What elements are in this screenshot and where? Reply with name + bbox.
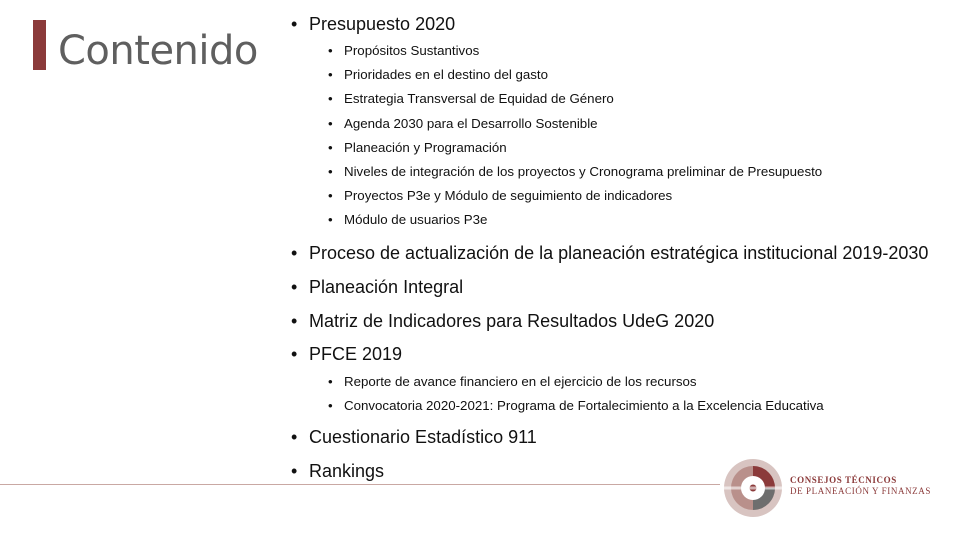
outline-item: [291, 310, 714, 332]
outline-subitem: [328, 43, 479, 59]
outline-subitem-text: Planeación y Programación: [344, 140, 507, 155]
outline-item: [291, 276, 463, 298]
outline-item-text: Planeación Integral: [309, 277, 464, 297]
bullet-icon: •: [291, 461, 298, 481]
outline-subitem: [328, 374, 697, 390]
outline-subitem-text: Proyectos P3e y Módulo de seguimiento de indicadores: [344, 188, 673, 203]
footer-divider: [0, 484, 720, 485]
bullet-icon: •: [328, 91, 333, 106]
logo-line-1: CONSEJOS TÉCNICOS: [790, 475, 897, 485]
bullet-icon: •: [291, 277, 298, 297]
outline-subitem: [328, 67, 548, 83]
outline-subitem-text: Módulo de usuarios P3e: [344, 212, 488, 227]
outline-subitem-text: Agenda 2030 para el Desarrollo Sostenible: [344, 116, 598, 131]
outline-subitem: [328, 188, 672, 204]
outline-item-text: PFCE 2019: [309, 344, 403, 364]
outline-subitem: [328, 398, 824, 414]
outline-item: [291, 242, 928, 264]
bullet-icon: •: [291, 14, 298, 34]
outline-item-text: Rankings: [309, 461, 385, 481]
outline-item-text: Presupuesto 2020: [309, 14, 456, 34]
outline-item: [291, 343, 402, 365]
outline-subitem-text: Prioridades en el destino del gasto: [344, 67, 549, 82]
outline-subitem: [328, 91, 614, 107]
bullet-icon: •: [291, 243, 298, 263]
outline-item: [291, 460, 384, 482]
bullet-icon: •: [328, 43, 333, 58]
outline-item-text: Matriz de Indicadores para Resultados UdeG 2020: [309, 311, 715, 331]
bullet-icon: •: [291, 311, 298, 331]
bullet-icon: •: [291, 427, 298, 447]
bullet-icon: •: [328, 116, 333, 131]
slide-title: Contenido: [58, 28, 258, 74]
bullet-icon: •: [328, 374, 333, 389]
outline-subitem-text: Propósitos Sustantivos: [344, 43, 480, 58]
outline-subitem: [328, 164, 822, 180]
outline-subitem: [328, 140, 507, 156]
bullet-icon: •: [328, 140, 333, 155]
logo-text: [790, 475, 931, 497]
outline-item-text: Cuestionario Estadístico 911: [309, 427, 537, 447]
outline-subitem-text: Convocatoria 2020-2021: Programa de Fortalecimiento a la Excelencia Educativa: [344, 398, 824, 413]
bullet-icon: •: [291, 344, 298, 364]
outline-subitem-text: Niveles de integración de los proyectos y Cronograma preliminar de Presupuesto: [344, 164, 823, 179]
consejos-tecnicos-logo-icon: [722, 457, 784, 519]
bullet-icon: •: [328, 398, 333, 413]
outline-item: [291, 13, 455, 35]
outline-subitem-text: Estrategia Transversal de Equidad de Género: [344, 91, 614, 106]
outline-subitem: [328, 212, 487, 228]
bullet-icon: •: [328, 67, 333, 82]
outline-subitem: [328, 116, 598, 132]
outline-item-text: Proceso de actualización de la planeación estratégica institucional 2019-2030: [309, 243, 929, 263]
bullet-icon: •: [328, 188, 333, 203]
logo-line-2: DE PLANEACIÓN Y FINANZAS: [790, 486, 931, 496]
outline-subitem-text: Reporte de avance financiero en el ejercicio de los recursos: [344, 374, 697, 389]
outline-item: [291, 426, 537, 448]
bullet-icon: •: [328, 212, 333, 227]
bullet-icon: •: [328, 164, 333, 179]
